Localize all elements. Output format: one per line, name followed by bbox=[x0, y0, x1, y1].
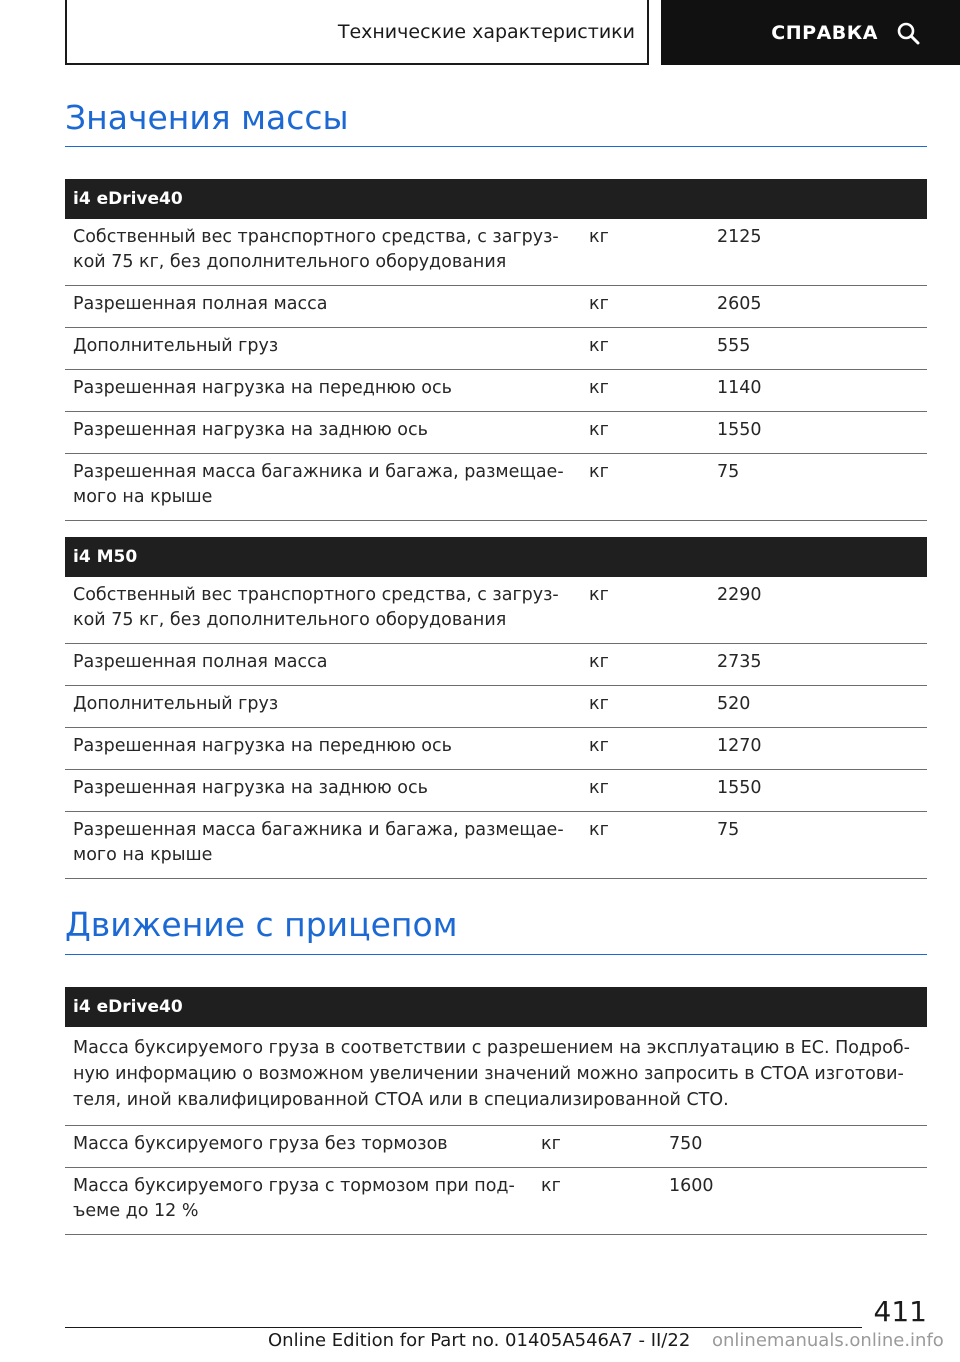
footer-divider bbox=[65, 1327, 862, 1328]
table-row bbox=[65, 454, 927, 521]
section-title-mass: Значения массы bbox=[65, 98, 927, 147]
row-label: Разрешенная нагрузка на переднюю ось bbox=[73, 378, 452, 398]
table-row bbox=[65, 728, 927, 770]
table-row bbox=[65, 644, 927, 686]
row-unit: кг bbox=[589, 820, 609, 840]
table-row bbox=[65, 770, 927, 812]
table-row bbox=[65, 412, 927, 454]
row-label: Разрешенная масса багажника и багажа, размещае- мого на крыше bbox=[73, 820, 564, 865]
row-label: Собственный вес транспортного средства, с загруз- кой 75 кг, без дополнительного оборудования bbox=[73, 227, 559, 272]
row-unit: кг bbox=[589, 736, 609, 756]
towing-table bbox=[65, 987, 927, 1235]
table-header: i4 eDrive40 bbox=[65, 179, 927, 219]
edition-text: Online Edition for Part no. 01405A546A7 - II/22 bbox=[268, 1330, 691, 1351]
table-row bbox=[65, 1126, 927, 1168]
row-unit: кг bbox=[589, 227, 609, 247]
row-unit: кг bbox=[589, 336, 609, 356]
table-row bbox=[65, 686, 927, 728]
row-value: 555 bbox=[717, 336, 751, 356]
row-unit: кг bbox=[541, 1134, 561, 1154]
table-row bbox=[65, 812, 927, 879]
search-icon[interactable] bbox=[896, 21, 920, 45]
row-unit: кг bbox=[589, 420, 609, 440]
table-row bbox=[65, 577, 927, 644]
row-value: 2125 bbox=[717, 227, 762, 247]
page-number: 411 bbox=[873, 1295, 927, 1328]
row-unit: кг bbox=[589, 462, 609, 482]
row-label: Разрешенная нагрузка на заднюю ось bbox=[73, 778, 428, 798]
mass-table-m50 bbox=[65, 537, 927, 879]
row-label: Дополнительный груз bbox=[73, 336, 279, 356]
row-value: 1550 bbox=[717, 778, 762, 798]
row-value: 1600 bbox=[669, 1176, 714, 1196]
table-row bbox=[65, 219, 927, 286]
row-value: 75 bbox=[717, 820, 740, 840]
row-unit: кг bbox=[589, 652, 609, 672]
row-value: 750 bbox=[669, 1134, 703, 1154]
table-row bbox=[65, 1168, 927, 1235]
row-value: 1550 bbox=[717, 420, 762, 440]
table-header: i4 eDrive40 bbox=[65, 987, 927, 1027]
chapter-title: Технические характеристики bbox=[337, 20, 635, 43]
row-value: 520 bbox=[717, 694, 751, 714]
row-label: Масса буксируемого груза с тормозом при под- ъеме до 12 % bbox=[73, 1176, 515, 1221]
row-unit: кг bbox=[589, 294, 609, 314]
section-label: СПРАВКА bbox=[771, 21, 878, 44]
row-value: 1140 bbox=[717, 378, 762, 398]
row-label: Разрешенная полная масса bbox=[73, 652, 328, 672]
row-unit: кг bbox=[589, 694, 609, 714]
row-label: Разрешенная масса багажника и багажа, размещае- мого на крыше bbox=[73, 462, 564, 507]
mass-table-edrive40 bbox=[65, 179, 927, 521]
row-label: Собственный вес транспортного средства, с загруз- кой 75 кг, без дополнительного оборудования bbox=[73, 585, 559, 630]
table-header: i4 M50 bbox=[65, 537, 927, 577]
row-value: 2735 bbox=[717, 652, 762, 672]
row-label: Дополнительный груз bbox=[73, 694, 279, 714]
table-row bbox=[65, 370, 927, 412]
row-value: 2605 bbox=[717, 294, 762, 314]
row-unit: кг bbox=[589, 378, 609, 398]
row-label: Разрешенная полная масса bbox=[73, 294, 328, 314]
row-label: Масса буксируемого груза без тормозов bbox=[73, 1134, 448, 1154]
watermark: onlinemanuals.online.info bbox=[712, 1330, 944, 1351]
row-value: 2290 bbox=[717, 585, 762, 605]
reference-tab[interactable] bbox=[661, 0, 960, 65]
row-value: 75 bbox=[717, 462, 740, 482]
row-unit: кг bbox=[541, 1176, 561, 1196]
table-row bbox=[65, 286, 927, 328]
row-label: Разрешенная нагрузка на заднюю ось bbox=[73, 420, 428, 440]
row-value: 1270 bbox=[717, 736, 762, 756]
table-row bbox=[65, 328, 927, 370]
towing-note: Масса буксируемого груза в соответствии с разрешением на эксплуатацию в ЕС. Подроб- ную информацию о возможном увеличении значений можно запросить в СТОА изготови- теля, иной квалифицированной СТОА или в специализированной СТО. bbox=[65, 1027, 927, 1126]
section-title-towing: Движение с прицепом bbox=[65, 905, 927, 955]
row-unit: кг bbox=[589, 585, 609, 605]
chapter-tab[interactable] bbox=[65, 0, 649, 65]
row-label: Разрешенная нагрузка на переднюю ось bbox=[73, 736, 452, 756]
row-unit: кг bbox=[589, 778, 609, 798]
